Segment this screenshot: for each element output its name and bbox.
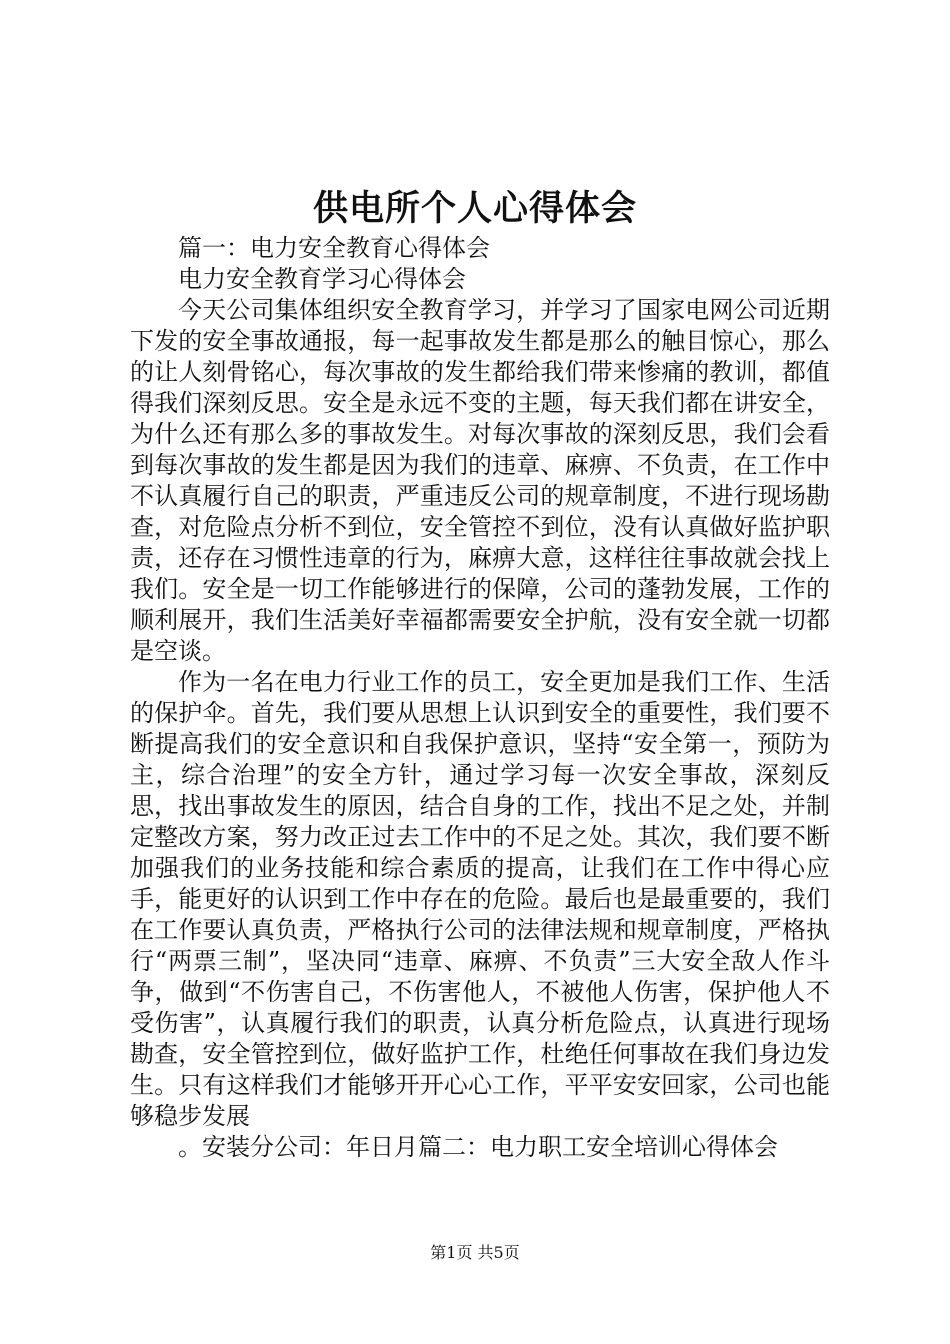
section-subheading: 电力安全教育学习心得体会 bbox=[178, 265, 466, 293]
page-number-footer: 第1页 共5页 bbox=[430, 1243, 520, 1262]
body-paragraph: 。安装分公司：年日月篇二：电力职工安全培训心得体会 bbox=[178, 1133, 778, 1161]
document-title: 供电所个人心得体会 bbox=[312, 188, 637, 229]
section-heading: 篇一：电力安全教育心得体会 bbox=[178, 234, 490, 262]
body-paragraph: 今天公司集体组织安全教育学习，并学习了国家电网公司近期下发的安全事故通报，每一起事故发生都是那么的触目惊心，那么的让人刻骨铭心，每次事故的发生都给我们带来惨痛的教训，都值得我们深刻反思。安全是永远不变的主题，每天我们都在讲安全，为什么还有那么多的事故发生。对每次事故的深刻反思，我们会看到每次事故的发生都是因为我们的违章、麻痹、不负责，在工作中不认真履行自己的职责，严重违反公司的规章制度，不进行现场勘查，对危险点分析不到位，安全管控不到位，没有认真做好监护职责，还存在习惯性违章的行为，麻痹大意，这样往往事故就会找上我们。安全是一切工作能够进行的保障，公司的蓬勃发展，工作的顺利展开，我们生活美好幸福都需要安全护航，没有安全就一切都是空谈。 bbox=[130, 296, 830, 665]
document-body bbox=[130, 233, 830, 1163]
body-paragraph: 作为一名在电力行业工作的员工，安全更加是我们工作、生活的保护伞。首先，我们要从思想上认识到安全的重要性，我们要不断提高我们的安全意识和自我保护意识，坚持“安全第一，预防为主，综合治理”的安全方针，通过学习每一次安全事故，深刻反思，找出事故发生的原因，结合自身的工作，找出不足之处，并制定整改方案，努力改正过去工作中的不足之处。其次，我们要不断加强我们的业务技能和综合素质的提高，让我们在工作中得心应手，能更好的认识到工作中存在的危险。最后也是最重要的，我们在工作要认真负责，严格执行公司的法律法规和规章制度，严格执行“两票三制”，坚决同“违章、麻痹、不负责”三大安全敌人作斗争，做到“不伤害自己，不伤害他人，不被他人伤害，保护他人不受伤害”，认真履行我们的职责，认真分析危险点，认真进行现场勘查，安全管控到位，做好监护工作，杜绝任何事故在我们身边发生。只有这样我们才能够开开心心工作，平平安安回家，公司也能够稳步发展 bbox=[130, 668, 830, 1130]
